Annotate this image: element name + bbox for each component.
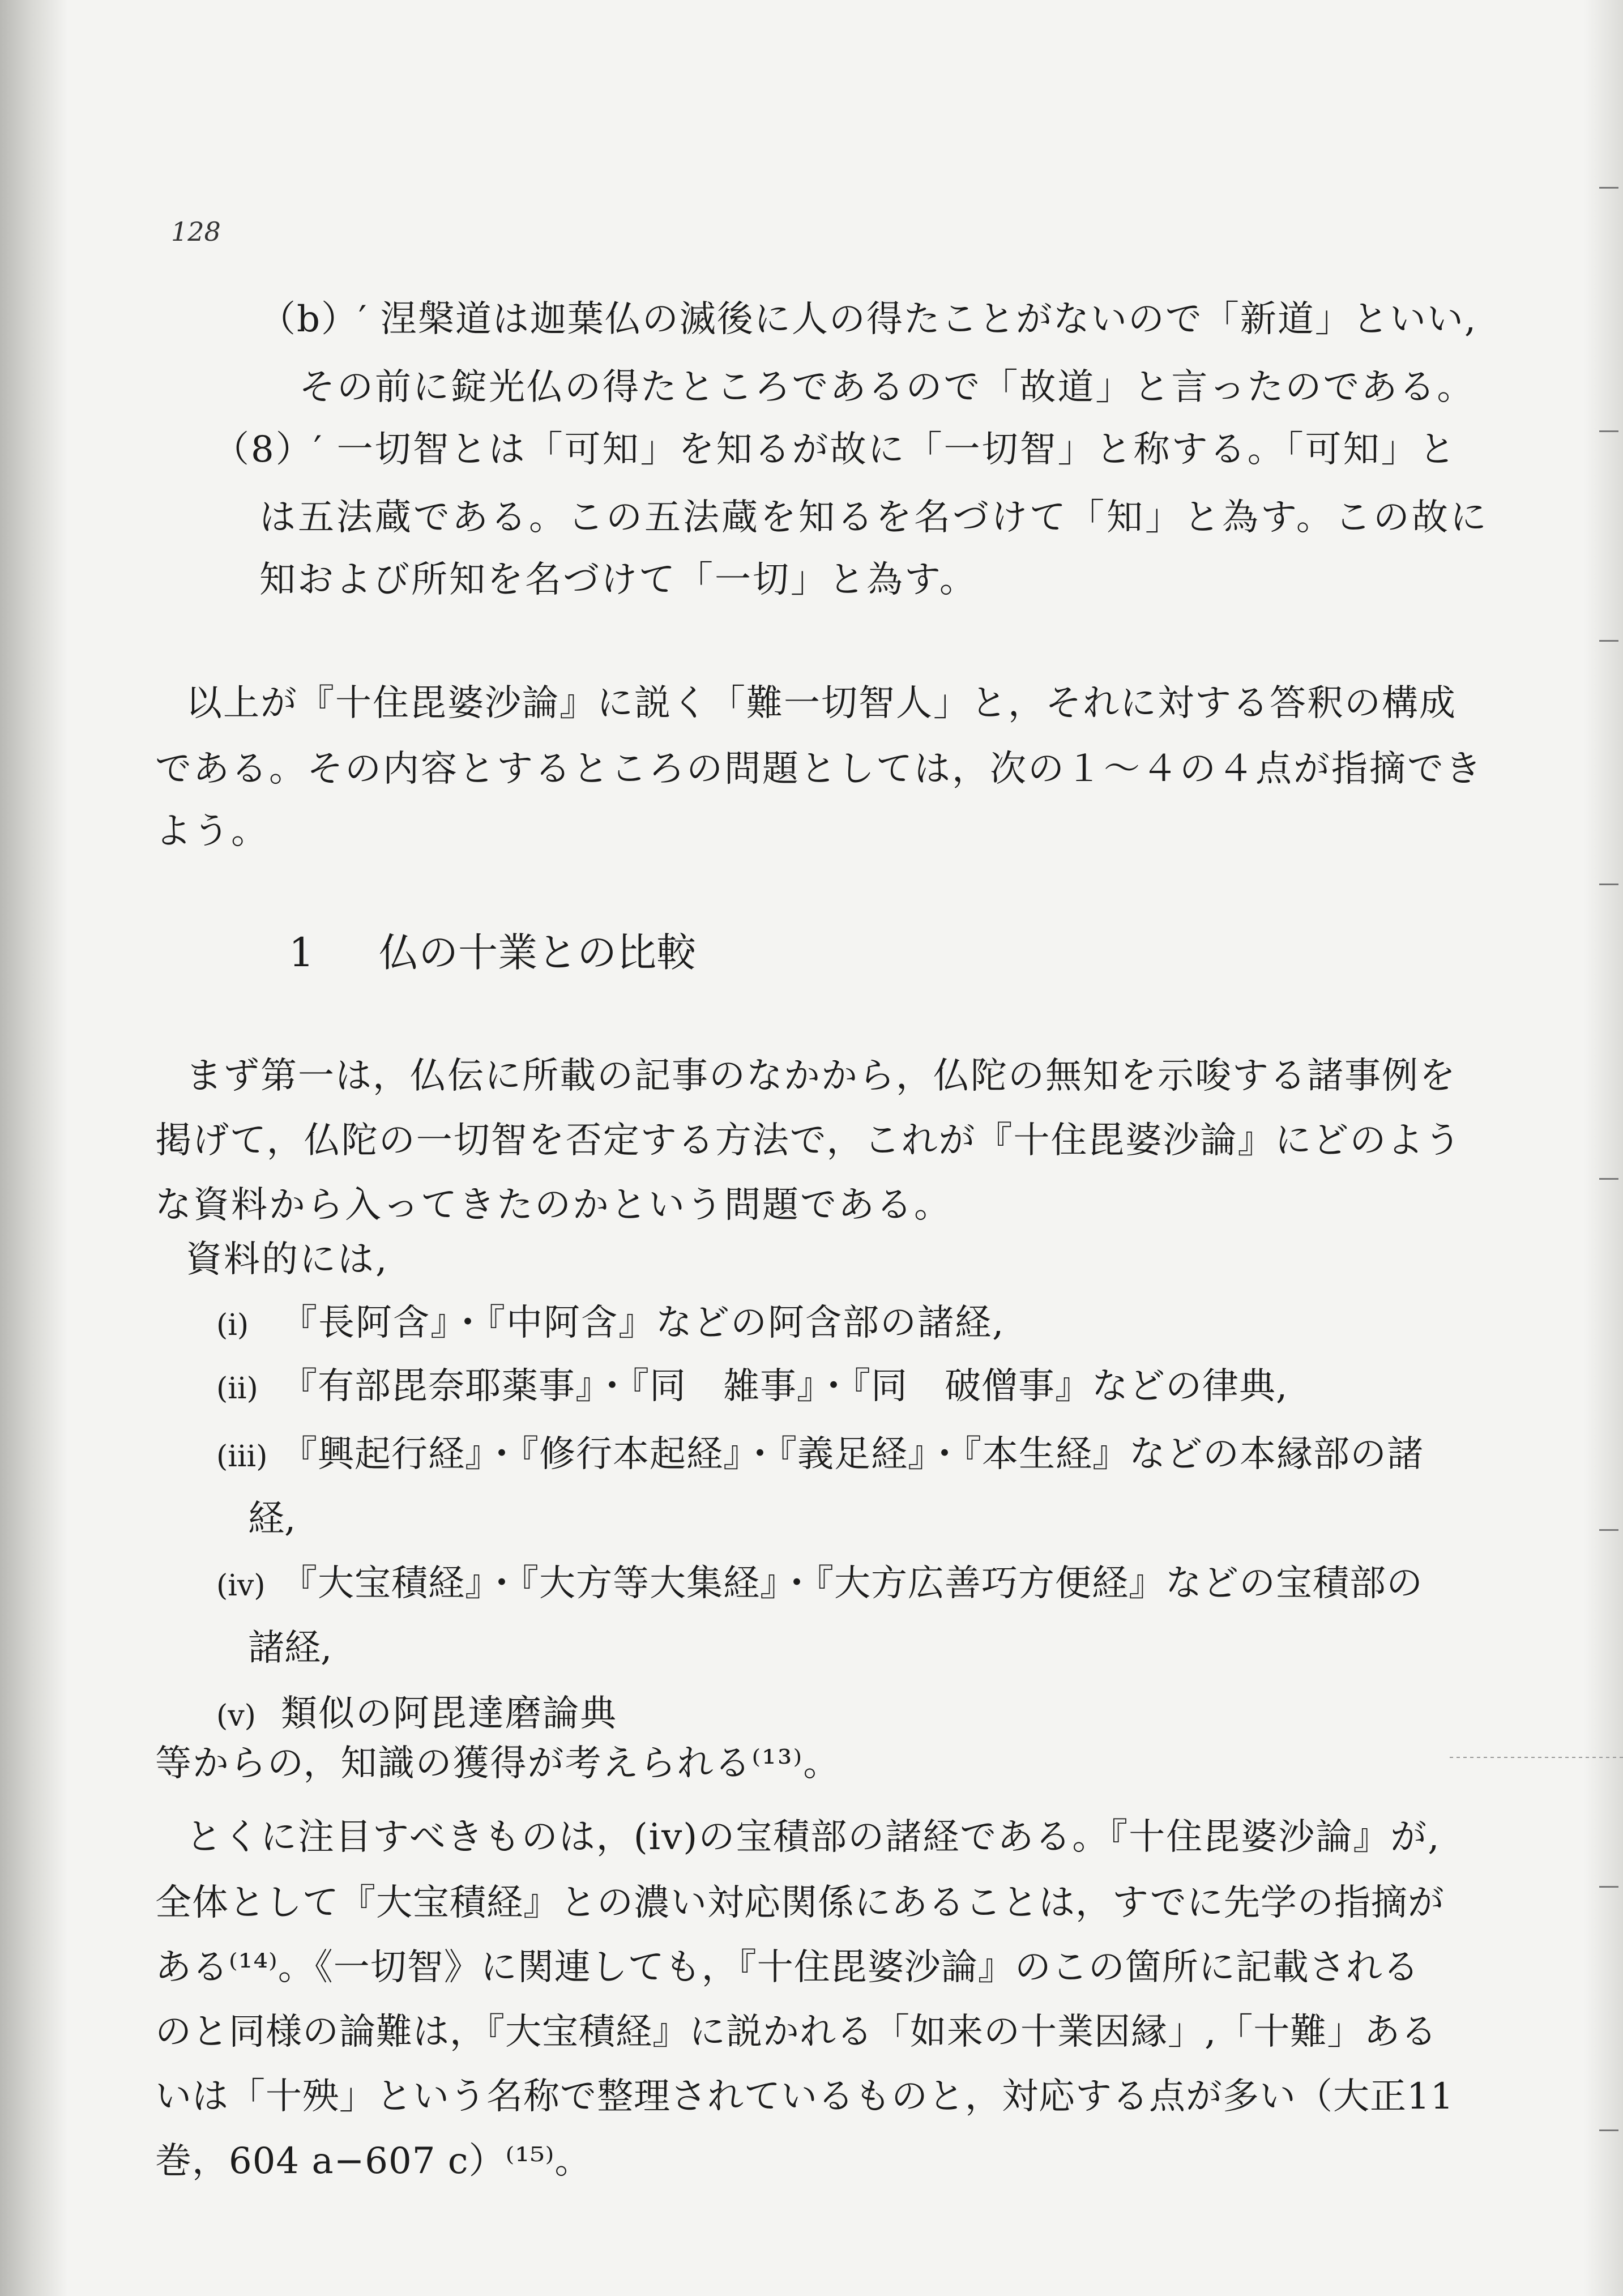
scan-edge-mark <box>1599 1178 1618 1180</box>
body1-line: な資料から入ってきたのかという問題である。 <box>155 1184 952 1226</box>
note-b-line: その前に錠光仏の得たところであるので「故道」と言ったのである。 <box>299 366 1475 408</box>
scan-edge-mark <box>1599 884 1618 885</box>
body2-line: いは「十殃」という名称で整理されているものと，対応する点が多い（大正11 <box>155 2076 1454 2118</box>
source-item: 諸経, <box>248 1627 332 1669</box>
source-marker: (iii) <box>216 1440 268 1474</box>
body2-line: ある⁽¹⁴⁾。《一切智》に関連しても，『十住毘婆沙論』のこの箇所に記載される <box>155 1947 1420 1988</box>
page-number: 128 <box>171 216 221 247</box>
scan-edge-mark <box>1599 2129 1618 2131</box>
source-marker: (v) <box>216 1699 256 1733</box>
source-item: 『大宝積経』・『大方等大集経』・『大方広善巧方便経』などの宝積部の <box>281 1563 1423 1604</box>
body2-line: とくに注目すべきものは，(iv)の宝積部の諸経である。『十住毘婆沙論』が, <box>186 1816 1441 1858</box>
body1-line: 掲げて，仏陀の一切智を否定する方法で，これが『十住毘婆沙論』にどのよう <box>155 1120 1462 1162</box>
scan-edge-mark <box>1599 1529 1618 1531</box>
note-8-line: は五法蔵である。この五法蔵を知るを名づけて「知」と為す。この故に <box>259 497 1489 539</box>
section-heading <box>289 928 696 978</box>
after-list-text: 等からの，知識の獲得が考えられる⁽¹³⁾。 <box>155 1743 841 1785</box>
scan-edge-mark <box>1599 187 1618 189</box>
body2-line: 全体として『大宝積経』との濃い対応関係にあることは，すでに先学の指摘が <box>155 1882 1445 1924</box>
note-8-line: （8）′ 一切智とは「可知」を知るが故に「一切智」と称する。「可知」と <box>213 429 1457 471</box>
scan-left-shadow <box>0 0 68 2296</box>
source-item: 『興起行経』・『修行本起経』・『義足経』・『本生経』などの本縁部の諸 <box>281 1433 1424 1475</box>
source-item: 『有部毘奈耶薬事』・『同 雑事』・『同 破僧事』などの律典, <box>281 1365 1288 1407</box>
intro-line: である。その内容とするところの問題としては，次の１～４の４点が指摘でき <box>155 748 1483 790</box>
source-item: 経, <box>248 1498 296 1540</box>
scan-right-edge <box>1583 0 1623 2296</box>
intro-line: よう。 <box>155 810 269 852</box>
source-marker: (iv) <box>216 1569 266 1603</box>
body1-line: まず第一は，仏伝に所載の記事のなかから，仏陀の無知を示唆する諸事例を <box>186 1055 1457 1097</box>
body2-line: 巻，604 a−607 c）⁽¹⁵⁾。 <box>155 2140 592 2182</box>
section-number: 1 <box>289 929 314 976</box>
source-marker: (i) <box>216 1308 249 1342</box>
note-8-line: 知および所知を名づけて「一切」と為す。 <box>259 559 977 601</box>
scan-edge-mark <box>1599 1886 1618 1888</box>
source-marker: (ii) <box>216 1372 258 1406</box>
scan-dotted-rule <box>1450 1757 1623 1758</box>
body2-line: のと同様の論難は，『大宝積経』に説かれる「如来の十業因縁」,「十難」ある <box>155 2011 1438 2053</box>
scan-edge-mark <box>1599 430 1618 432</box>
intro-line: 以上が『十住毘婆沙論』に説く「難一切智人」と，それに対する答釈の構成 <box>186 682 1457 724</box>
source-item: 『長阿含』・『中阿含』などの阿含部の諸経, <box>281 1302 1005 1344</box>
source-item: 類似の阿毘達磨論典 <box>281 1693 617 1735</box>
body1-line: 資料的には, <box>186 1239 389 1281</box>
section-title: 仏の十業との比較 <box>379 929 697 976</box>
scan-edge-mark <box>1599 640 1618 642</box>
note-b-line: （b）′ 涅槃道は迦葉仏の滅後に人の得たことがないので「新道」といい, <box>259 298 1477 340</box>
